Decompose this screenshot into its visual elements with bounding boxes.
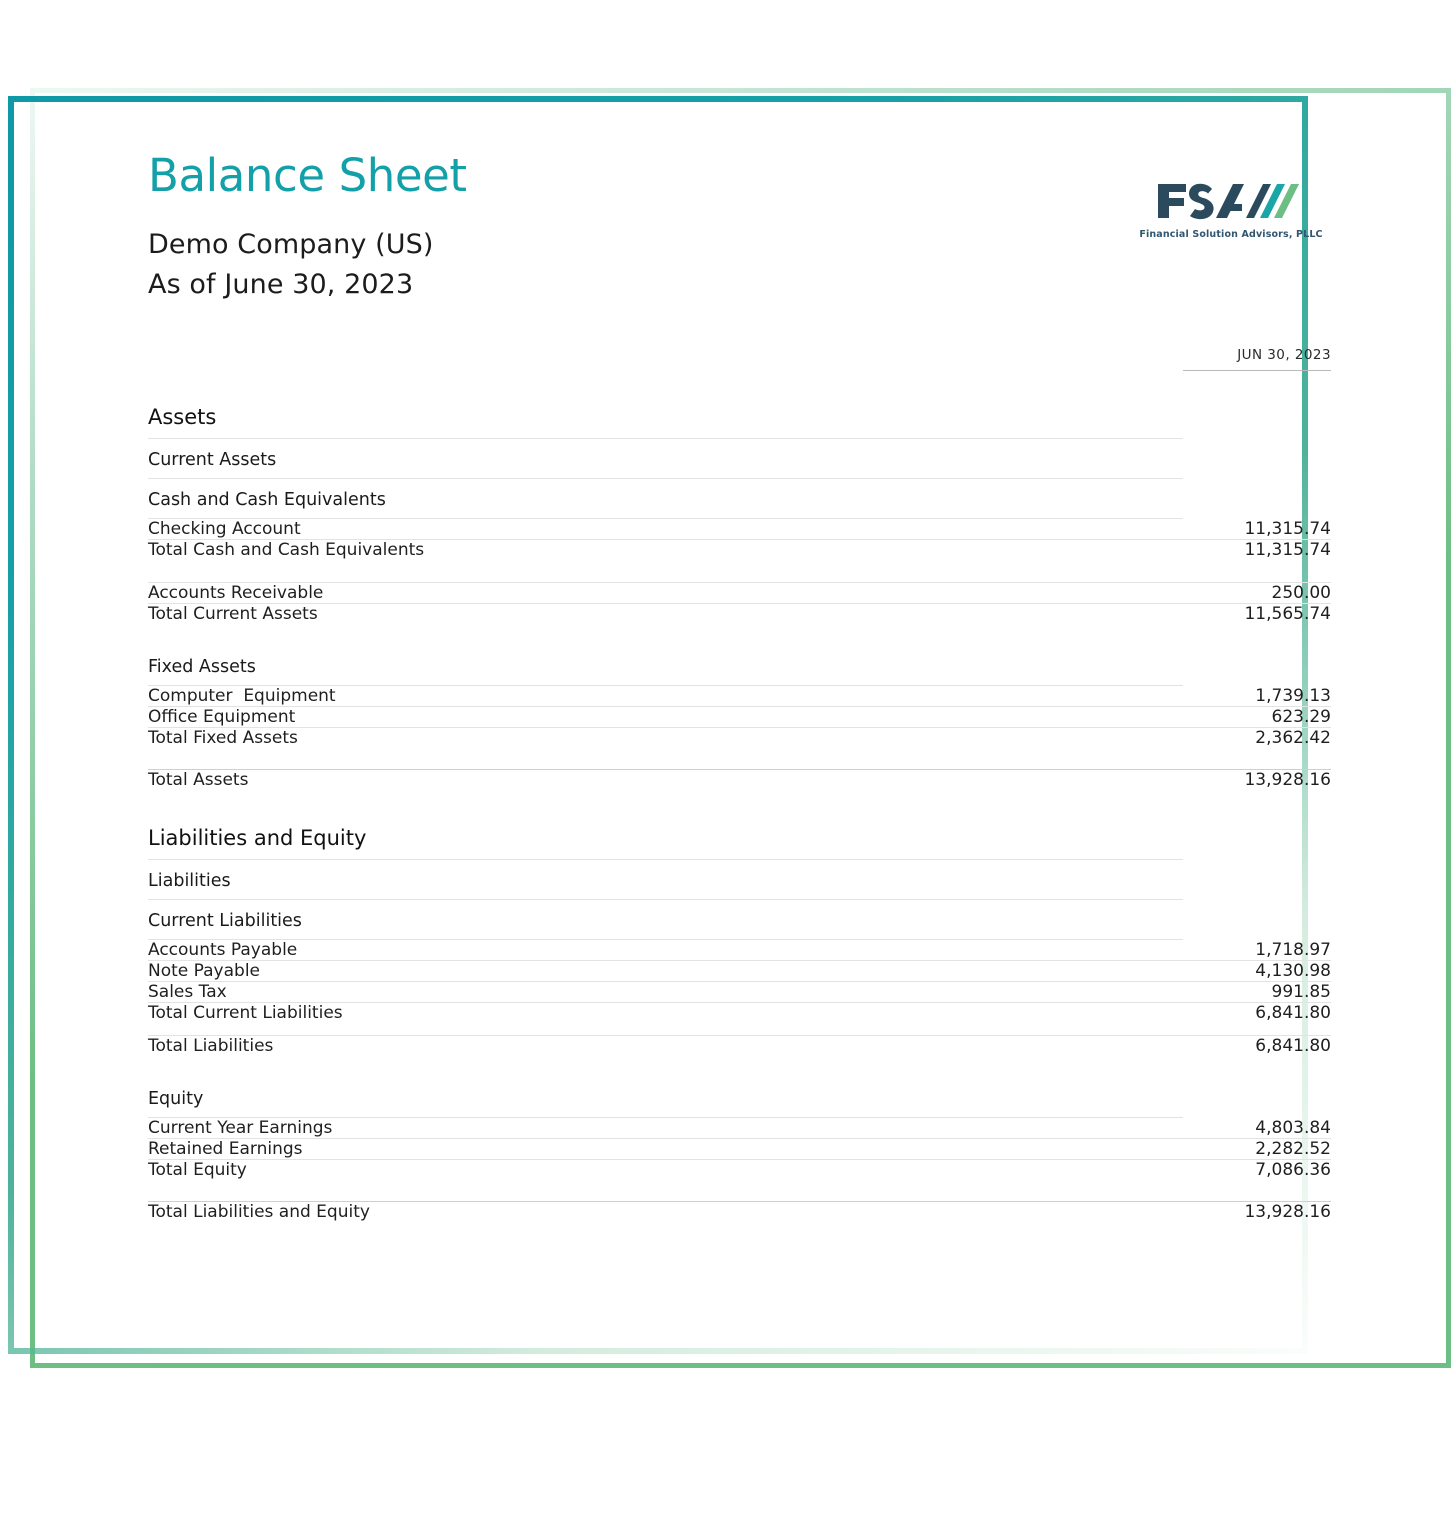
row-label: Total Assets	[148, 770, 1183, 791]
fsa-logo-icon	[1156, 180, 1306, 222]
row-value	[1183, 646, 1331, 686]
section-header-row	[148, 812, 1331, 860]
row-label: Computer Equipment	[148, 685, 1183, 706]
table-row	[148, 540, 1331, 561]
table-row	[148, 961, 1331, 982]
row-value: 13,928.16	[1183, 770, 1331, 791]
table-row	[148, 1159, 1331, 1180]
row-label: Total Cash and Cash Equivalents	[148, 540, 1183, 561]
row-value: 13,928.16	[1183, 1202, 1331, 1223]
row-value: 11,315.74	[1183, 540, 1331, 561]
row-spacer	[148, 790, 1331, 812]
row-spacer	[148, 1056, 1331, 1078]
table-row	[148, 940, 1331, 961]
row-label: Checking Account	[148, 519, 1183, 540]
title-block	[148, 150, 467, 305]
row-label: Current Year Earnings	[148, 1117, 1183, 1138]
row-spacer-cell	[148, 748, 1331, 770]
row-label: Assets	[148, 405, 217, 430]
period-header-row	[148, 347, 1331, 371]
row-value	[1183, 391, 1331, 439]
row-label: Liabilities and Equity	[148, 826, 367, 851]
row-spacer-cell	[148, 560, 1331, 582]
row-value: 1,739.13	[1255, 685, 1331, 706]
row-label: Note Payable	[148, 961, 1183, 982]
row-value: 11,565.74	[1183, 603, 1331, 624]
row-spacer-cell	[148, 1056, 1331, 1078]
company-name: Demo Company (US)	[148, 229, 434, 261]
row-label: Liabilities	[148, 860, 1183, 900]
row-label: Total Liabilities and Equity	[148, 1202, 1183, 1223]
row-value: 250.00	[1183, 582, 1331, 603]
table-row	[148, 1138, 1331, 1159]
group-header-row	[148, 479, 1331, 519]
row-label: Accounts Payable	[148, 940, 1183, 961]
page-title: Balance Sheet	[148, 149, 467, 202]
row-value: 2,282.52	[1183, 1138, 1331, 1159]
row-value: 6,841.80	[1183, 1003, 1331, 1024]
table-row	[148, 1202, 1331, 1223]
row-label: Retained Earnings	[148, 1138, 1183, 1159]
row-value: 991.85	[1183, 982, 1331, 1003]
table-row	[148, 685, 1331, 706]
row-value	[1183, 860, 1331, 900]
period-column-header: JUN 30, 2023	[1183, 347, 1331, 371]
group-header-row	[148, 1078, 1331, 1118]
table-row	[148, 1035, 1331, 1056]
row-spacer-cell	[148, 1180, 1331, 1202]
row-label: Fixed Assets	[148, 656, 256, 677]
row-label: Accounts Receivable	[148, 582, 1183, 603]
group-header-row	[148, 900, 1331, 940]
group-header-row	[148, 860, 1331, 900]
row-spacer-cell	[148, 624, 1331, 646]
row-label: Current Liabilities	[148, 900, 1183, 940]
report-header	[148, 150, 1331, 305]
balance-sheet-rows	[148, 391, 1331, 1222]
table-row	[148, 1117, 1331, 1138]
row-spacer	[148, 1023, 1331, 1035]
row-spacer-cell	[148, 1023, 1331, 1035]
row-label: Total Equity	[148, 1159, 1183, 1180]
row-spacer	[148, 1180, 1331, 1202]
row-label: Total Liabilities	[148, 1035, 1183, 1056]
row-label: Equity	[148, 1088, 204, 1109]
row-value: 7,086.36	[1183, 1159, 1331, 1180]
row-label: Total Fixed Assets	[148, 727, 1183, 748]
row-value: 6,841.80	[1183, 1035, 1331, 1056]
table-row	[148, 519, 1331, 540]
table-row	[148, 982, 1331, 1003]
row-value	[1183, 479, 1331, 519]
row-value	[1183, 1078, 1331, 1118]
group-header-row	[148, 646, 1331, 686]
row-label: Sales Tax	[148, 982, 1183, 1003]
row-label: Total Current Liabilities	[148, 1003, 1183, 1024]
row-value	[1183, 900, 1331, 940]
row-spacer	[148, 560, 1331, 582]
row-label: Cash and Cash Equivalents	[148, 479, 1183, 519]
row-spacer-cell	[148, 790, 1331, 812]
row-value: 1,718.97	[1255, 940, 1331, 961]
row-value	[1183, 439, 1331, 479]
row-value: 4,803.84	[1255, 1117, 1331, 1138]
row-label: Current Assets	[148, 439, 1183, 479]
row-spacer	[148, 748, 1331, 770]
table-row	[148, 582, 1331, 603]
group-header-row	[148, 439, 1331, 479]
balance-sheet-table	[148, 391, 1331, 1222]
row-value: 11,315.74	[1244, 519, 1331, 540]
table-row	[148, 1003, 1331, 1024]
report-as-of-date: As of June 30, 2023	[148, 269, 414, 301]
logo-tagline: Financial Solution Advisors, PLLC	[1139, 229, 1323, 240]
row-value: 2,362.42	[1183, 727, 1331, 748]
row-value: 4,130.98	[1183, 961, 1331, 982]
table-row	[148, 603, 1331, 624]
row-spacer	[148, 624, 1331, 646]
table-row	[148, 706, 1331, 727]
row-label: Office Equipment	[148, 706, 1183, 727]
row-label: Total Current Assets	[148, 603, 1183, 624]
table-row	[148, 727, 1331, 748]
row-value	[1183, 812, 1331, 860]
section-header-row	[148, 391, 1331, 439]
company-logo	[1131, 150, 1331, 240]
row-value: 623.29	[1183, 706, 1331, 727]
table-row	[148, 770, 1331, 791]
